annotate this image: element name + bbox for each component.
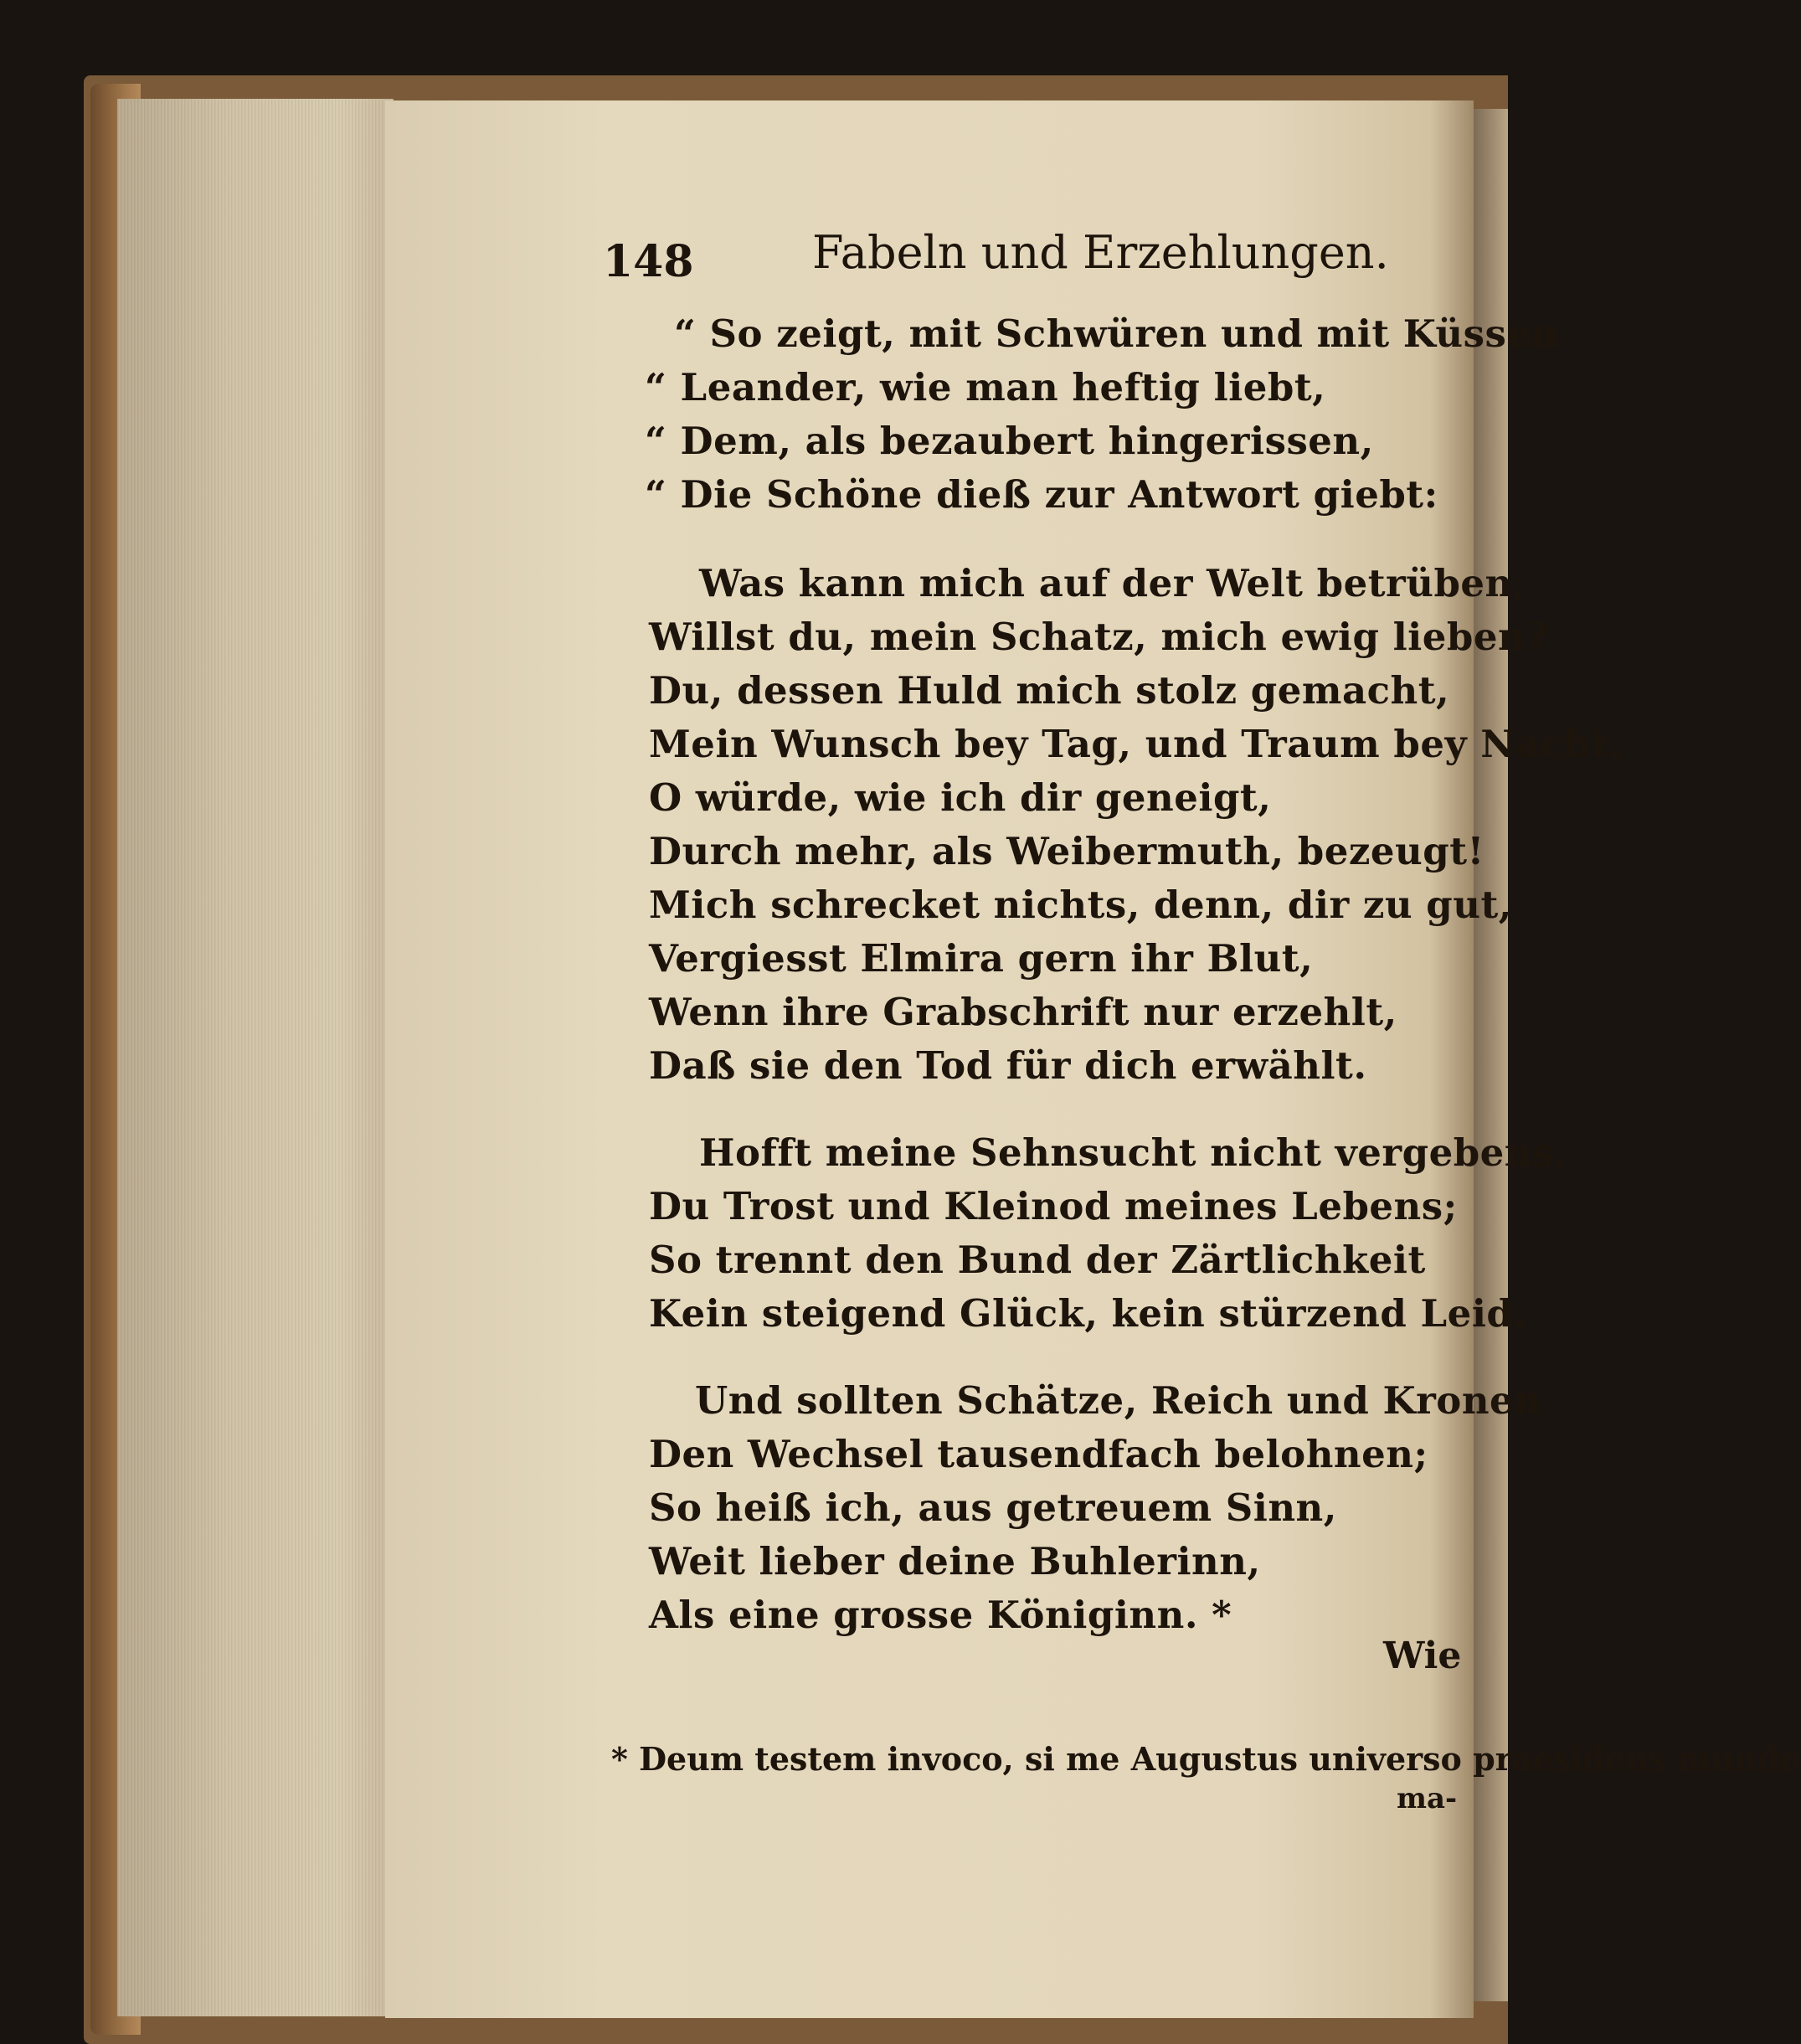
verse-line: Mich schrecket nichts, denn, dir zu gut, [649,883,1512,927]
verse-line: So heiß ich, aus getreuem Sinn, [649,1485,1337,1530]
footnote-continuation: ma- [1397,1782,1458,1815]
verse-line: Mein Wunsch bey Tag, und Traum bey Nacht. [649,722,1623,766]
verse-line: Du Trost und Kleinod meines Lebens; [649,1184,1458,1228]
verse-line: Was kann mich auf der Welt betrüben, [699,561,1526,605]
verse-line: Kein steigend Glück, kein stürzend Leid. [649,1291,1527,1336]
verse-line: “ Dem, als bezaubert hingerissen, [645,419,1374,463]
verse-line: “ So zeigt, mit Schwüren und mit Küssen [674,311,1559,356]
verse-line: Wenn ihre Grabschrift nur erzehlt, [649,990,1397,1034]
page-number: 148 [603,236,694,287]
verse-line: Den Wechsel tausendfach belohnen; [649,1432,1428,1476]
verse-line: Als eine grosse Königinn. * [649,1593,1232,1637]
verse-line: Und sollten Schätze, Reich und Kronen [695,1378,1542,1423]
verse-line: “ Leander, wie man heftig liebt, [645,365,1326,409]
verse-line: “ Die Schöne dieß zur Antwort giebt: [645,472,1438,517]
catchword: Wie [1383,1635,1462,1677]
verse-line: O würde, wie ich dir geneigt, [649,775,1272,820]
verse-line: Daß sie den Tod für dich erwählt. [649,1043,1367,1088]
running-head: Fabeln und Erzehlungen. [812,226,1389,279]
verse-line: Hofft meine Sehnsucht nicht vergebens, [699,1130,1568,1175]
verse-line: Durch mehr, als Weibermuth, bezeugt! [649,829,1485,873]
page-block-edge [117,99,394,2016]
verse-line: Weit lieber deine Buhlerinn, [649,1539,1261,1583]
facing-page-edge [1474,109,1508,2001]
verse-line: So trennt den Bund der Zärtlichkeit [649,1238,1426,1282]
verse-line: Vergiesst Elmira gern ihr Blut, [649,936,1314,981]
footnote: * Deum testem invoco, si me Augustus universo praesidens mundo [611,1740,1801,1778]
verse-line: Du, dessen Huld mich stolz gemacht, [649,668,1450,713]
verse-line: Willst du, mein Schatz, mich ewig lieben? [649,615,1549,659]
